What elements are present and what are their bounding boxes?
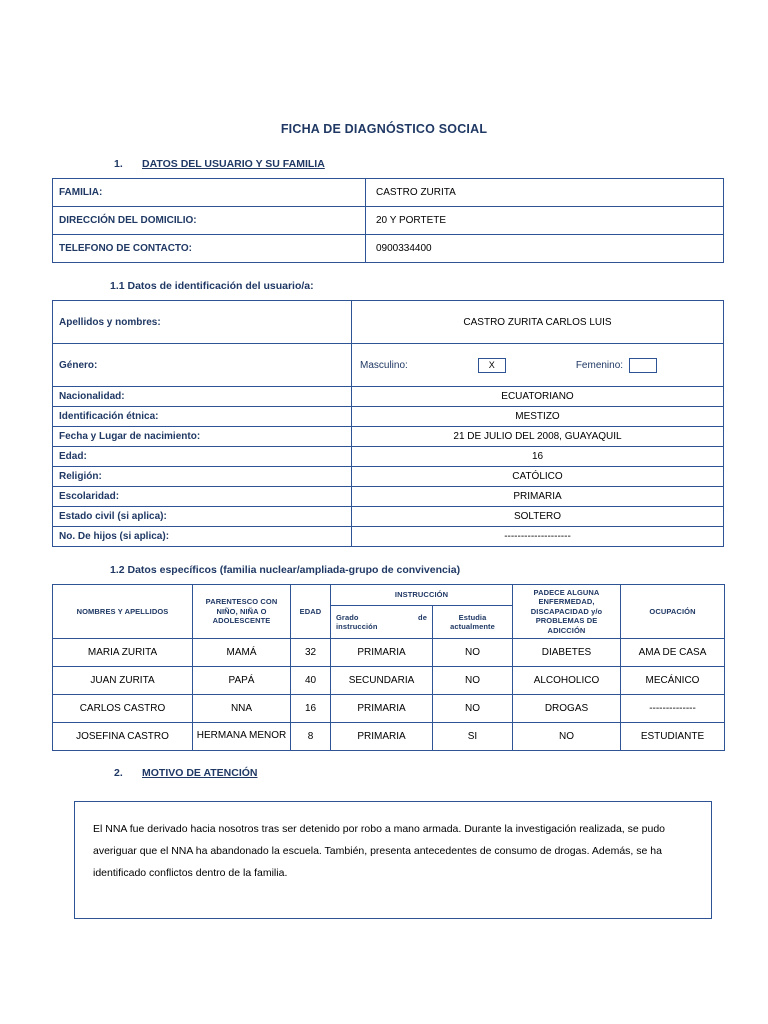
- section-1-heading: [114, 158, 716, 170]
- cell-illness: DIABETES: [513, 638, 621, 666]
- cell-occupation: AMA DE CASA: [621, 638, 725, 666]
- cell-name: MARIA ZURITA: [53, 638, 193, 666]
- subsection-1-1-heading: 1.1 Datos de identificación del usuario/a:: [110, 280, 314, 292]
- gender-female-label: Femenino:: [575, 359, 624, 371]
- cell-studying: NO: [433, 666, 513, 694]
- row-label: DIRECCIÓN DEL DOMICILIO:: [53, 207, 366, 235]
- row-label: Estado civil (si aplica):: [53, 507, 352, 527]
- row-value: --------------------: [352, 527, 724, 547]
- section-1-number: 1.: [114, 158, 123, 170]
- row-value: SOLTERO: [352, 507, 724, 527]
- section-2-number: 2.: [114, 766, 123, 779]
- row-value: 16: [352, 447, 724, 467]
- motivo-text: El NNA fue derivado hacia nosotros tras ser detenido por robo a mano armada. Durante la investigación realizada, se pudo averiguar que el NNA ha abandonado la escuela. También, presenta antecedentes de consumo de drogas. Además, se ha identificado conflictos dentro de la familia.: [93, 822, 665, 879]
- section-2-heading: [114, 767, 716, 779]
- table-header-row: [53, 585, 725, 606]
- cell-name: JOSEFINA CASTRO: [53, 722, 193, 750]
- table-row: [53, 407, 724, 427]
- row-label: Escolaridad:: [53, 487, 352, 507]
- row-value: 0900334400: [366, 235, 724, 263]
- cell-name: CARLOS CASTRO: [53, 694, 193, 722]
- header-kinship: PARENTESCO CON NIÑO, NIÑA O ADOLESCENTE: [193, 585, 291, 639]
- table-row: [53, 467, 724, 487]
- header-illness: PADECE ALGUNA ENFERMEDAD, DISCAPACIDAD y/o PROBLEMAS DE ADICCIÓN: [513, 585, 621, 639]
- row-label: Apellidos y nombres:: [53, 301, 352, 344]
- section-2-label: MOTIVO DE ATENCIÓN: [142, 766, 258, 779]
- cell-studying: NO: [433, 638, 513, 666]
- header-age: EDAD: [291, 585, 331, 639]
- row-label: Edad:: [53, 447, 352, 467]
- header-studying: Estudia actualmente: [433, 605, 513, 638]
- cell-kinship: PAPÁ: [193, 666, 291, 694]
- cell-illness: ALCOHOLICO: [513, 666, 621, 694]
- cell-kinship: NNA: [193, 694, 291, 722]
- cell-studying: SI: [433, 722, 513, 750]
- table-row: [53, 666, 725, 694]
- table-row: [53, 235, 724, 263]
- row-label: Nacionalidad:: [53, 387, 352, 407]
- row-value: 20 Y PORTETE: [366, 207, 724, 235]
- page-title: FICHA DE DIAGNÓSTICO SOCIAL: [280, 122, 488, 136]
- table-row: [53, 722, 725, 750]
- row-value: PRIMARIA: [352, 487, 724, 507]
- row-value: MESTIZO: [352, 407, 724, 427]
- row-value: CATÓLICO: [352, 467, 724, 487]
- header-grade-word1: Grado: [336, 612, 359, 622]
- header-grade-word2: de: [418, 612, 427, 622]
- table-row: [53, 694, 725, 722]
- cell-studying: NO: [433, 694, 513, 722]
- cell-grade: PRIMARIA: [331, 694, 433, 722]
- row-value: CASTRO ZURITA: [366, 179, 724, 207]
- cell-occupation: --------------: [621, 694, 725, 722]
- header-grade: [331, 605, 433, 638]
- table-row: [53, 507, 724, 527]
- cell-illness: DROGAS: [513, 694, 621, 722]
- motivo-de-atencion-box: [74, 801, 712, 919]
- subsection-1-2-heading: 1.2 Datos específicos (familia nuclear/ampliada-grupo de convivencia): [110, 564, 461, 576]
- row-label: Religión:: [53, 467, 352, 487]
- table-row: [53, 179, 724, 207]
- table-row: [53, 387, 724, 407]
- table-row: [53, 301, 724, 344]
- table-row: [53, 207, 724, 235]
- cell-kinship: MAMÁ: [193, 638, 291, 666]
- gender-male-label: Masculino:: [360, 359, 408, 371]
- gender-female-checkbox[interactable]: [629, 358, 657, 373]
- header-grade-word3: instrucción: [336, 621, 378, 631]
- family-members-table: [52, 584, 725, 751]
- cell-age: 16: [291, 694, 331, 722]
- row-value: 21 DE JULIO DEL 2008, GUAYAQUIL: [352, 427, 724, 447]
- family-info-table: [52, 178, 724, 263]
- table-row: [53, 527, 724, 547]
- cell-occupation: ESTUDIANTE: [621, 722, 725, 750]
- table-row-gender: [53, 344, 724, 387]
- row-value: CASTRO ZURITA CARLOS LUIS: [352, 301, 724, 344]
- row-label: No. De hijos (si aplica):: [53, 527, 352, 547]
- section-1-label: DATOS DEL USUARIO Y SU FAMILIA: [142, 158, 325, 170]
- gender-selection: [352, 344, 724, 387]
- row-label: TELEFONO DE CONTACTO:: [53, 235, 366, 263]
- cell-name: JUAN ZURITA: [53, 666, 193, 694]
- row-label: Género:: [53, 344, 352, 387]
- row-label: Fecha y Lugar de nacimiento:: [53, 427, 352, 447]
- cell-grade: SECUNDARIA: [331, 666, 433, 694]
- cell-occupation: MECÁNICO: [621, 666, 725, 694]
- table-row: [53, 487, 724, 507]
- cell-age: 40: [291, 666, 331, 694]
- cell-age: 32: [291, 638, 331, 666]
- cell-illness: NO: [513, 722, 621, 750]
- row-value: ECUATORIANO: [352, 387, 724, 407]
- header-names: NOMBRES Y APELLIDOS: [53, 585, 193, 639]
- row-label: FAMILIA:: [53, 179, 366, 207]
- cell-age: 8: [291, 722, 331, 750]
- table-row: [53, 638, 725, 666]
- table-row: [53, 427, 724, 447]
- header-occupation: OCUPACIÓN: [621, 585, 725, 639]
- row-label: Identificación étnica:: [53, 407, 352, 427]
- cell-kinship: HERMANA MENOR: [193, 722, 291, 750]
- user-identification-table: [52, 300, 724, 547]
- cell-grade: PRIMARIA: [331, 638, 433, 666]
- cell-grade: PRIMARIA: [331, 722, 433, 750]
- gender-male-checkbox[interactable]: X: [478, 358, 506, 373]
- table-row: [53, 447, 724, 467]
- header-instruction: INSTRUCCIÓN: [331, 585, 513, 606]
